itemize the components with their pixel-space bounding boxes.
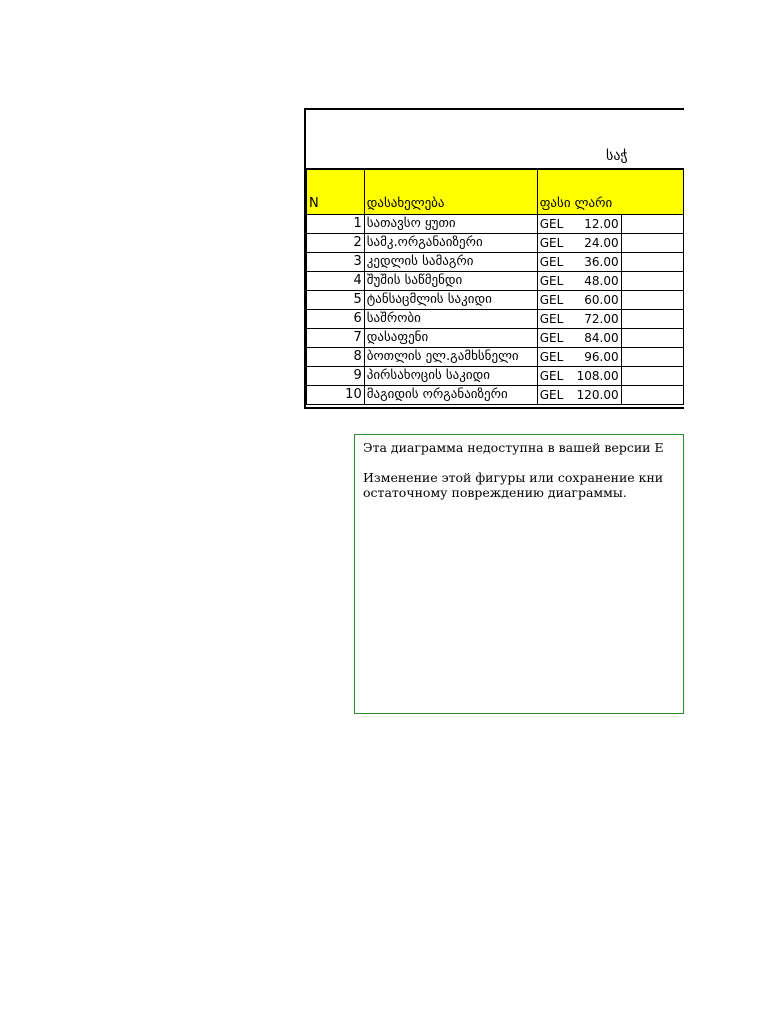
cell-empty[interactable] (621, 215, 683, 234)
cell-currency[interactable]: GEL (537, 329, 574, 348)
chart-placeholder-line-2: Изменение этой фигуры или сохранение кни (363, 470, 664, 485)
cell-currency[interactable]: GEL (537, 253, 574, 272)
cell-n[interactable]: 7 (307, 329, 365, 348)
cell-empty[interactable] (621, 329, 683, 348)
table-row (307, 367, 684, 386)
table-row (307, 253, 684, 272)
cell-n[interactable]: 5 (307, 291, 365, 310)
header-name[interactable]: დასახელება (364, 170, 537, 215)
cell-name[interactable]: საშრობი (364, 310, 537, 329)
cell-name[interactable]: ბოთლის ელ.გამხსნელი (364, 348, 537, 367)
cell-name[interactable]: დასაფენი (364, 329, 537, 348)
header-n[interactable]: N (307, 170, 365, 215)
cell-price[interactable]: 84.00 (575, 329, 622, 348)
cell-n[interactable]: 8 (307, 348, 365, 367)
cell-price[interactable]: 120.00 (575, 386, 622, 405)
cell-currency[interactable]: GEL (537, 291, 574, 310)
cell-empty[interactable] (621, 348, 683, 367)
table-row (307, 291, 684, 310)
cell-empty[interactable] (621, 253, 683, 272)
cell-price[interactable]: 96.00 (575, 348, 622, 367)
cell-n[interactable]: 4 (307, 272, 365, 291)
table-row (307, 386, 684, 405)
cell-name[interactable]: სამკ.ორგანაიზერი (364, 234, 537, 253)
table-row (307, 272, 684, 291)
cell-currency[interactable]: GEL (537, 310, 574, 329)
cell-price[interactable]: 48.00 (575, 272, 622, 291)
cell-name[interactable]: კედლის სამაგრი (364, 253, 537, 272)
cell-empty[interactable] (621, 234, 683, 253)
cell-price[interactable]: 12.00 (575, 215, 622, 234)
cell-price[interactable]: 108.00 (575, 367, 622, 386)
table-row (307, 215, 684, 234)
cell-n[interactable]: 10 (307, 386, 365, 405)
cell-price[interactable]: 72.00 (575, 310, 622, 329)
cell-name[interactable]: მაგიდის ორგანაიზერი (364, 386, 537, 405)
cell-name[interactable]: შუშის საწმენდი (364, 272, 537, 291)
cell-name[interactable]: ტანსაცმლის საკიდი (364, 291, 537, 310)
cell-empty[interactable] (621, 291, 683, 310)
cell-currency[interactable]: GEL (537, 386, 574, 405)
chart-placeholder-line-3: остаточному повреждению диаграммы. (363, 485, 627, 500)
sheet-title-area (306, 110, 684, 169)
cell-currency[interactable]: GEL (537, 234, 574, 253)
cell-price[interactable]: 60.00 (575, 291, 622, 310)
cell-currency[interactable]: GEL (537, 348, 574, 367)
table-row (307, 310, 684, 329)
cell-empty[interactable] (621, 386, 683, 405)
cell-currency[interactable]: GEL (537, 367, 574, 386)
table-row (307, 348, 684, 367)
header-price[interactable]: ფასი ლარი (537, 170, 683, 215)
chart-placeholder[interactable] (354, 434, 684, 714)
cell-price[interactable]: 36.00 (575, 253, 622, 272)
cell-empty[interactable] (621, 310, 683, 329)
cell-n[interactable]: 2 (307, 234, 365, 253)
spreadsheet-area (304, 108, 684, 409)
table-row (307, 234, 684, 253)
cell-n[interactable]: 9 (307, 367, 365, 386)
sheet-title: საჭ (606, 148, 628, 164)
cell-empty[interactable] (621, 367, 683, 386)
table-row (307, 329, 684, 348)
cell-n[interactable]: 1 (307, 215, 365, 234)
cell-price[interactable]: 24.00 (575, 234, 622, 253)
cell-empty[interactable] (621, 272, 683, 291)
chart-placeholder-line-1: Эта диаграмма недоступна в вашей версии E (363, 440, 664, 455)
cell-name[interactable]: სათავსო ყუთი (364, 215, 537, 234)
price-table (306, 169, 684, 405)
table-body (307, 215, 684, 405)
cell-n[interactable]: 6 (307, 310, 365, 329)
cell-currency[interactable]: GEL (537, 272, 574, 291)
cell-n[interactable]: 3 (307, 253, 365, 272)
cell-name[interactable]: პირსახოცის საკიდი (364, 367, 537, 386)
cell-currency[interactable]: GEL (537, 215, 574, 234)
table-header-row (307, 170, 684, 215)
